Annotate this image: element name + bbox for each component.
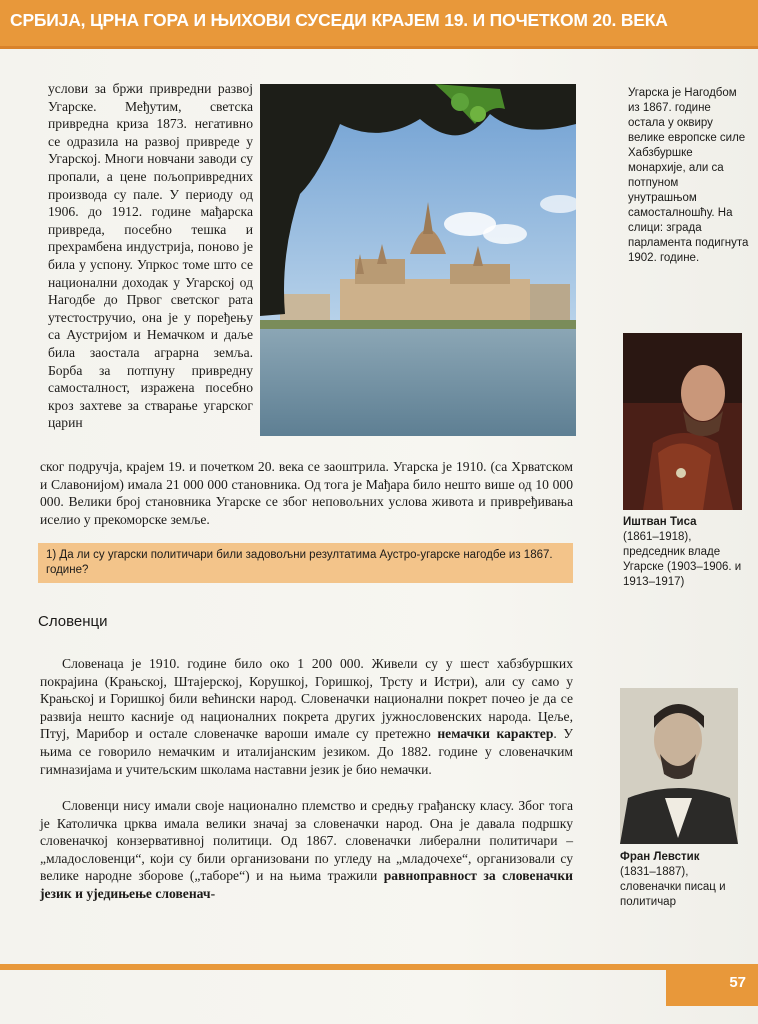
slovenes-p1-bold: немачки карактер — [437, 726, 554, 742]
slovenes-paragraph-1 — [40, 655, 573, 778]
slovenes-p1-text: Словенаца је 1910. године било око 1 200 000. Живели су у шест хабзбуршких покрајина (Крањској, Штајерској, Корушкој, Горишкој, Трсту и Истри), али су само у Крањској и Горишкој били већински народ. Словеначки национални покрет почео је да се развија нешто касније од националних покрета других јужнословенских народа. Цеље, Птуј, Марибор и остале словеначке вароши имале су претежно — [40, 656, 573, 742]
section-title-slovenes: Словенци — [38, 613, 108, 630]
hungary-text-continued: ског подручја, крајем 19. и почетком 20. века се заоштрила. Угарска је 1910. (са Хрватском и Славонијом) имала 21 000 000 становника. Од тога је Мађара било нешто више од 10 000 000. Велики број становника Угарске се због неповољних услова живота и привређивања иселио у прекоморске земље. — [40, 459, 573, 527]
parliament-photo — [260, 84, 576, 436]
page-number-box — [666, 964, 758, 1006]
hungary-text-column: услови за бржи привредни развој Угарске. Међутим, светска привредна криза 1873. негативно се одразила на развој привреде у Угарској. Многи новчани заводи су пропали, а цене пољопривредних производа су пале. У периоду од 1906. до 1912. године мађарска привреда, посебно тешка и прехрамбена индустрија, поново је била у успону. Упркос томе што се национални доходак у Угарској од Нагодбе до Првог светског рата утестостручио, она је у поређењу са Аустријом и Немачком и даље била заостала аграрна земља. Борба за потпуну привредну самосталност, изражена посебно кроз захтеве за стварање угарског царин — [48, 81, 253, 431]
levstik-description: (1831–1887), словеначки писац и политичар — [620, 866, 726, 908]
slovenes-p1-end: . У њима се говорило немачким и италијанским језиком. До 1882. године у словеначким гимназијама и учитељским школама наставни језик је био немачки. — [40, 726, 573, 777]
question-box — [38, 543, 573, 583]
parliament-caption: Угарска је Нагодбом из 1867. године остала у оквиру велике европске силе Хабзбуршке монархије, али са потпуном унутрашњом самосталношћу. На слици: зграда парламента подигнута 1902. године. — [628, 87, 749, 264]
footer-band — [0, 964, 758, 970]
levstik-caption — [620, 850, 750, 910]
levstik-name: Фран Левстик — [620, 851, 700, 863]
slovenes-p2-text: Словенци нису имали своје национално племство и средњу грађанску класу. Због тога је Католичка црква имала велики значај за словеначки народ. Она је давала подршку словеначкој конзервативној политици. Од 1867. словеначки либерални политичари – „младословенци“, који су били организовани по угледу на „младочехе“, организовали су велике народне зборове („таборе“) и на њима тражили — [40, 798, 573, 884]
tisza-name: Иштван Тиса — [623, 516, 697, 528]
page-number: 57 — [729, 974, 746, 991]
question-text: 1) Да ли су угарски политичари били задовољни резултатима Аустро-угарске нагодбе из 1867. године? — [46, 549, 553, 576]
tisza-description: (1861–1918), председник владе Угарске (1903–1906. и 1913–1917) — [623, 531, 742, 588]
tisza-caption — [623, 515, 748, 590]
slovenes-p2-bold: равноправност за словеначки језик и уједињење словенач- — [40, 868, 573, 901]
levstik-portrait — [620, 688, 738, 844]
chapter-title: СРБИЈА, ЦРНА ГОРА И ЊИХОВИ СУСЕДИ КРАЈЕМ 19. И ПОЧЕТКОМ 20. ВЕКА — [10, 10, 668, 30]
slovenes-paragraph-2 — [40, 797, 573, 903]
chapter-header — [0, 0, 758, 49]
tisza-portrait — [623, 333, 742, 510]
